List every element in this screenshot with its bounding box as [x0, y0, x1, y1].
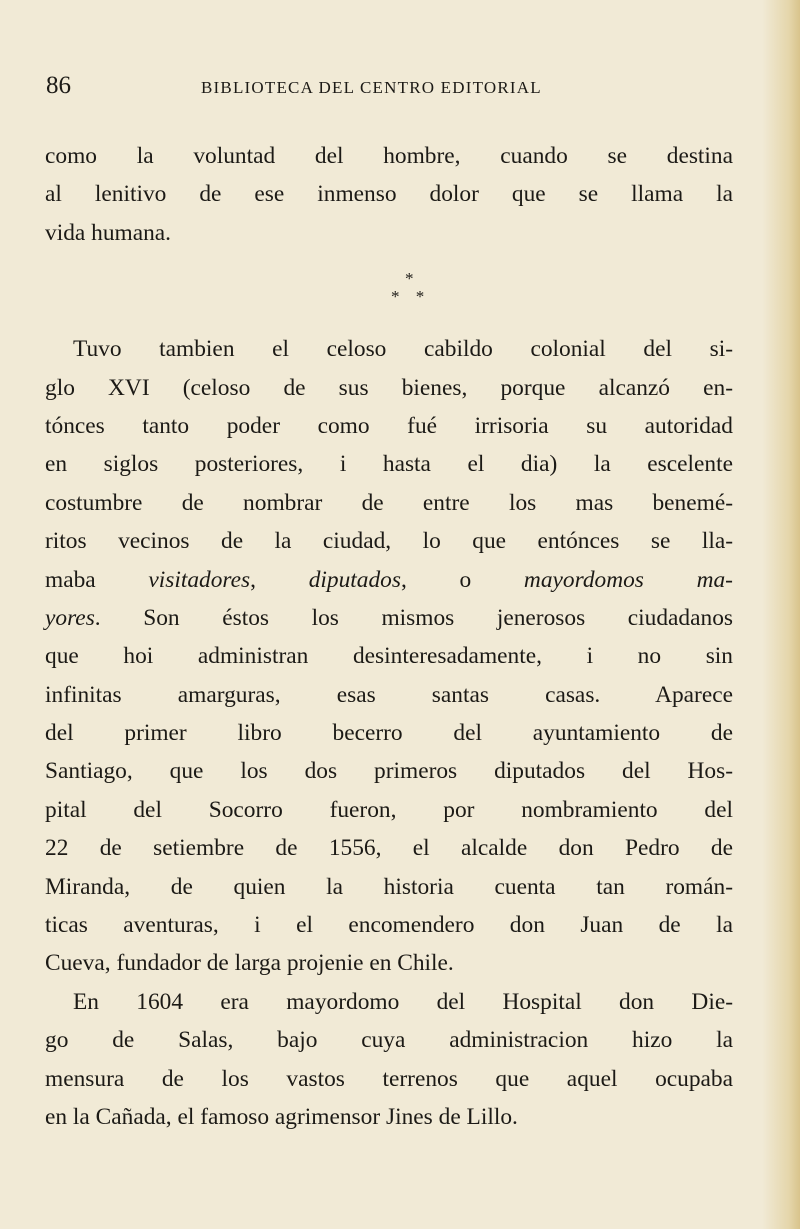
asterism-top: *	[405, 269, 414, 289]
text-line: pital del Socorro fueron, por nombramiento del	[45, 796, 733, 823]
paragraph-1	[45, 137, 733, 252]
running-head: BIBLIOTECA DEL CENTRO EDITORIAL	[201, 78, 542, 97]
page-number: 86	[46, 72, 71, 99]
text-line: En 1604 era mayordomo del Hospital don Die-	[73, 988, 733, 1015]
text-line: ticas aventuras, i el encomendero don Juan de la	[45, 912, 733, 939]
text-line: como la voluntad del hombre, cuando se destina	[45, 143, 733, 169]
text-line: en la Cañada, el famoso agrimensor Jines de Lillo.	[45, 1103, 518, 1130]
italic-term-diputados: diputados	[308, 566, 401, 593]
text-line	[45, 599, 733, 637]
text-line: infinitas amarguras, esas santas casas. Aparece	[45, 681, 733, 708]
text-line: Miranda, de quien la historia cuenta tan román-	[45, 873, 733, 900]
text-line: que hoi administran desinteresadamente, i no sin	[45, 643, 733, 670]
text-line: Santiago, que los dos primeros diputados del Hos-	[45, 758, 733, 785]
text-fragment: . Son éstos los mismos jenerosos ciudadanos	[94, 604, 733, 631]
text-fragment: ,	[250, 566, 309, 593]
page-edge-shadow	[762, 0, 800, 1229]
text-line: 22 de setiembre de 1556, el alcalde don Pedro de	[45, 835, 733, 862]
asterism-bottom: * *	[391, 287, 431, 307]
text-line: glo XVI (celoso de sus bienes, porque alcanzó en-	[45, 374, 733, 401]
text-fragment: maba	[45, 566, 149, 593]
text-line: Tuvo tambien el celoso cabildo colonial del si-	[73, 336, 733, 363]
text-line	[45, 561, 733, 599]
text-line: al lenitivo de ese inmenso dolor que se llama la	[45, 181, 733, 208]
paragraph-3	[45, 983, 733, 1137]
page-header	[46, 72, 726, 112]
asterism-divider	[45, 252, 733, 330]
text-line: costumbre de nombrar de entre los mas benemé-	[45, 489, 733, 516]
page-body	[45, 137, 733, 1136]
text-line: go de Salas, bajo cuya administracion hizo la	[45, 1027, 733, 1054]
text-line: vida humana.	[45, 219, 172, 246]
text-line: tónces tanto poder como fué irrisoria su autoridad	[45, 412, 733, 439]
text-line: ritos vecinos de la ciudad, lo que entónces se lla-	[45, 528, 733, 555]
text-line: del primer libro becerro del ayuntamiento de	[45, 720, 733, 747]
text-line: en siglos posteriores, i hasta el dia) la escelente	[45, 451, 733, 478]
italic-term-mayordomos: mayordomos ma-	[523, 566, 733, 593]
paragraph-2	[45, 330, 733, 983]
text-line: Cueva, fundador de larga projenie en Chile.	[45, 950, 454, 977]
italic-term-mayores: yores	[45, 604, 95, 631]
text-fragment: , o	[400, 566, 524, 593]
text-line: mensura de los vastos terrenos que aquel ocupaba	[45, 1065, 733, 1092]
italic-term-visitadores: visitadores	[148, 566, 251, 593]
